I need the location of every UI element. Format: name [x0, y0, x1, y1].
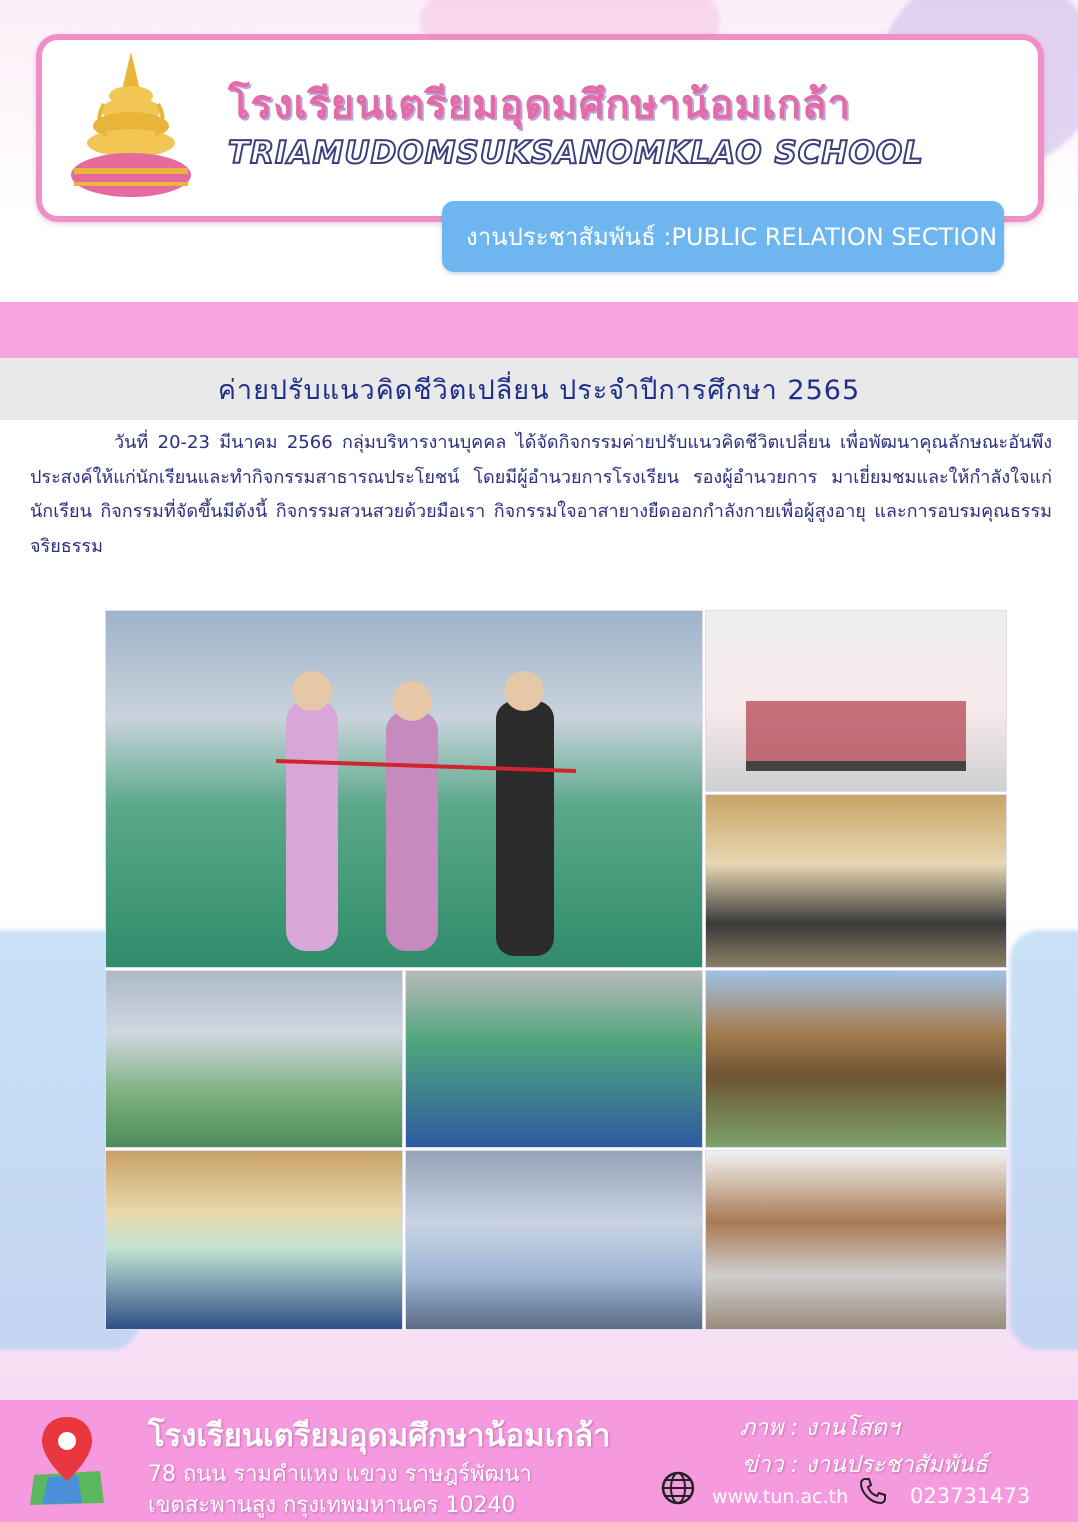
- footer-website-link[interactable]: www.tun.ac.th: [712, 1486, 849, 1508]
- photo-collage: [105, 610, 1007, 1330]
- photo-students-floor-2: [405, 970, 703, 1148]
- photo-group-stage: [705, 610, 1007, 792]
- phone-icon: [858, 1476, 888, 1506]
- footer-school-name: โรงเรียนเตรียมอุดมศึกษาน้อมเกล้า: [148, 1418, 611, 1454]
- globe-icon: [660, 1470, 696, 1506]
- article-title: ค่ายปรับแนวคิดชีวิตเปลี่ยน ประจำปีการศึกษา 2565: [217, 374, 861, 406]
- footer-address-line1: 78 ถนน รามคำแหง แขวง ราษฎร์พัฒนา: [148, 1462, 532, 1487]
- map-pin-icon: [28, 1415, 106, 1507]
- pink-divider-band: [0, 302, 1078, 358]
- photo-school-sign: [705, 970, 1007, 1148]
- footer-address-line2: เขตสะพานสูง กรุงเทพมหานคร 10240: [148, 1493, 516, 1518]
- footer-photo-credit: ภาพ : งานโสตฯ: [740, 1415, 900, 1441]
- section-badge: งานประชาสัมพันธ์ :PUBLIC RELATION SECTION: [442, 201, 1004, 272]
- footer-news-credit: ข่าว : งานประชาสัมพันธ์: [742, 1452, 988, 1478]
- photo-hall-group: [705, 794, 1007, 968]
- footer-phone-number[interactable]: 023731473: [910, 1484, 1031, 1508]
- school-name-thai: โรงเรียนเตรียมอุดมศึกษาน้อมเกล้า: [228, 82, 851, 128]
- school-name-english: TRIAMUDOMSUKSANOMKLAO SCHOOL: [228, 135, 924, 171]
- article-body: วันที่ 20-23 มีนาคม 2566 กลุ่มบริหารงานบุคคล ได้จัดกิจกรรมค่ายปรับแนวคิดชีวิตเปลี่ยน เพื่อพัฒนาคุณลักษณะอันพึงประสงค์ให้แก่นักเรียนและทำกิจกรรมสาธารณประโยชน์ โดยมีผู้อำนวยการโรงเรียน รองผู้อำนวยการ มาเยี่ยมชมและให้กำลังใจแก่นักเรียน กิจกรรมที่จัดขึ้นมีดังนี้ กิจกรรมสวนสวยด้วยมือเรา กิจกรรมใจอาสายางยืดออกกำลังกายเพื่อผู้สูงอายุ และการอบรมคุณธรรมจริยธรรม: [30, 432, 1052, 557]
- background-blob-blue-right: [1010, 930, 1078, 1350]
- photo-students-seated: [405, 1150, 703, 1330]
- photo-students-floor-1: [105, 970, 403, 1148]
- photo-auditorium: [105, 1150, 403, 1330]
- title-band: [0, 358, 1078, 420]
- photo-main-figures: [106, 611, 703, 968]
- photo-group-stage-figures: [706, 611, 1007, 792]
- photo-sweeping: [705, 1150, 1007, 1330]
- photo-main-exercise: [105, 610, 703, 968]
- school-emblem-icon: [66, 50, 196, 205]
